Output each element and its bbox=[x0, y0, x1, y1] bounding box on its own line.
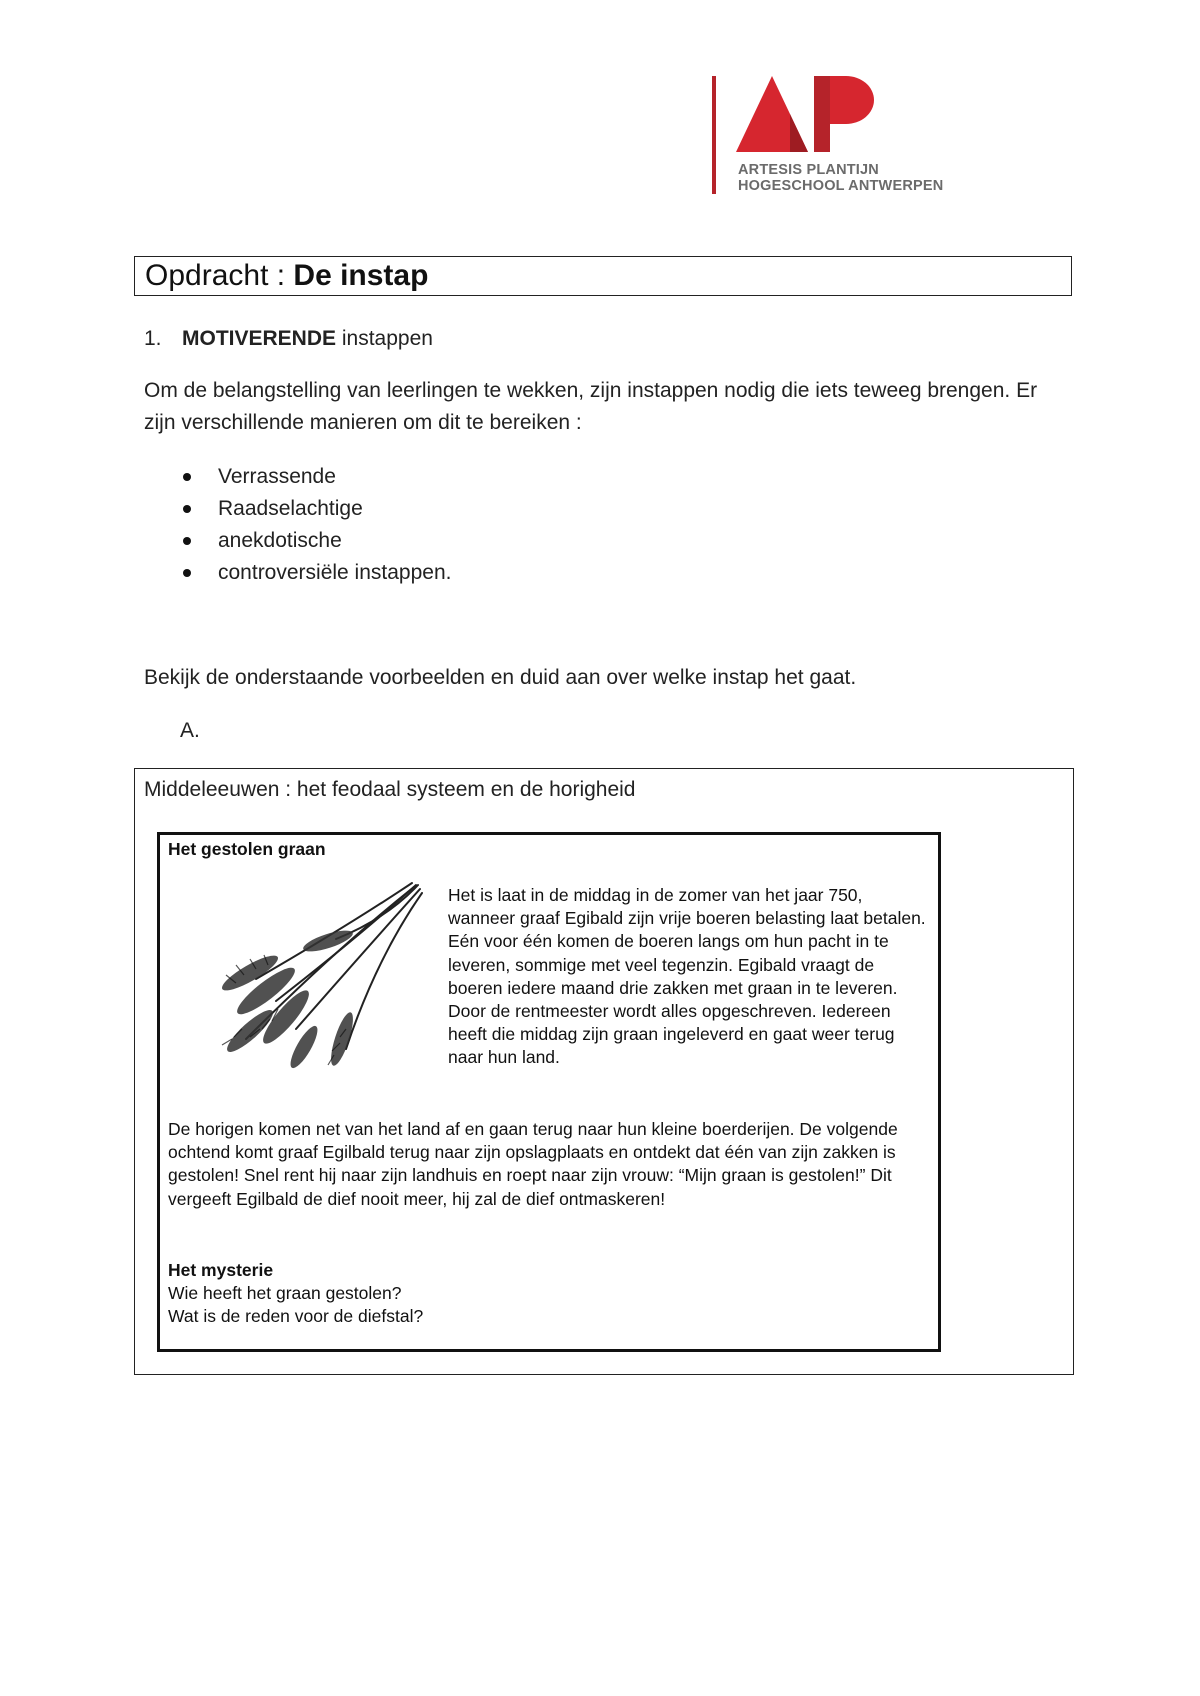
list-item bbox=[180, 461, 451, 493]
logo-text bbox=[738, 162, 943, 194]
bullet-text: controversiële instappen. bbox=[218, 561, 452, 584]
bullet-icon bbox=[183, 537, 191, 545]
example-title: Middeleeuwen : het feodaal systeem en de horigheid bbox=[144, 778, 636, 801]
story-title: Het gestolen graan bbox=[168, 839, 326, 859]
story-box bbox=[157, 832, 941, 1352]
bullet-icon bbox=[183, 505, 191, 513]
title-prefix: Opdracht : bbox=[145, 259, 294, 292]
bullet-text: anekdotische bbox=[218, 529, 342, 552]
assignment-title: De instap bbox=[293, 259, 429, 292]
bullet-text: Raadselachtige bbox=[218, 497, 363, 520]
story-paragraph-2: De horigen komen net van het land af en gaan terug naar hun kleine boerderijen. De volgende ochtend komt graaf Egilbald terug naar zijn opslagplaats en ontdekt dat één van zijn zakken is gestolen! Snel rent hij naar zijn landhuis en roept naar zijn vrouw: “Mijn graan is gestolen!” Dit vergeeft Egilbald de dief nooit meer, hij zal de dief ontmaskeren! bbox=[168, 1119, 898, 1209]
list-item bbox=[180, 557, 451, 589]
logo-line-1: ARTESIS PLANTIJN bbox=[738, 162, 879, 178]
school-logo bbox=[712, 76, 972, 196]
mystery-question-2: Wat is de reden voor de diefstal? bbox=[168, 1306, 424, 1326]
logo-line-2: HOGESCHOOL ANTWERPEN bbox=[738, 178, 944, 194]
section-number: 1. bbox=[144, 327, 162, 350]
assignment-title-box bbox=[134, 256, 1072, 296]
example-box bbox=[134, 768, 1074, 1375]
ap-logo-icon bbox=[736, 76, 876, 152]
example-label: A. bbox=[180, 719, 200, 742]
instruction-text: Bekijk de onderstaande voorbeelden en duid aan over welke instap het gaat. bbox=[144, 666, 857, 689]
story-paragraph-1: Het is laat in de middag in de zomer van het jaar 750, wanneer graaf Egibald zijn vrije boeren belasting laat betalen. Eén voor één komen de boeren langs om hun pacht in te leveren, sommige met veel tegenzin. Egibald vraagt de boeren iedere maand drie zakken met graan in te leveren. Door de rentmeester wordt alles opgeschreven. Iedereen heeft die middag zijn graan ingeleverd en gaat weer terug naar hun land. bbox=[448, 885, 926, 1068]
bullet-icon bbox=[183, 569, 191, 577]
section-heading-bold: MOTIVERENDE bbox=[182, 327, 337, 350]
list-item bbox=[180, 525, 451, 557]
bullet-list bbox=[180, 461, 451, 589]
intro-paragraph: Om de belangstelling van leerlingen te wekken, zijn instappen nodig die iets teweeg brengen. Er zijn verschillende manieren om dit te bereiken : bbox=[144, 379, 1038, 434]
section-heading bbox=[144, 323, 433, 355]
bullet-icon bbox=[183, 473, 191, 481]
bullet-text: Verrassende bbox=[218, 465, 336, 488]
logo-divider-bar bbox=[712, 76, 716, 194]
wheat-sheaf-icon bbox=[216, 879, 432, 1069]
mystery-title: Het mysterie bbox=[168, 1260, 274, 1280]
list-item bbox=[180, 493, 451, 525]
mystery-question-1: Wie heeft het graan gestolen? bbox=[168, 1283, 402, 1303]
section-heading-rest: instappen bbox=[336, 327, 433, 350]
